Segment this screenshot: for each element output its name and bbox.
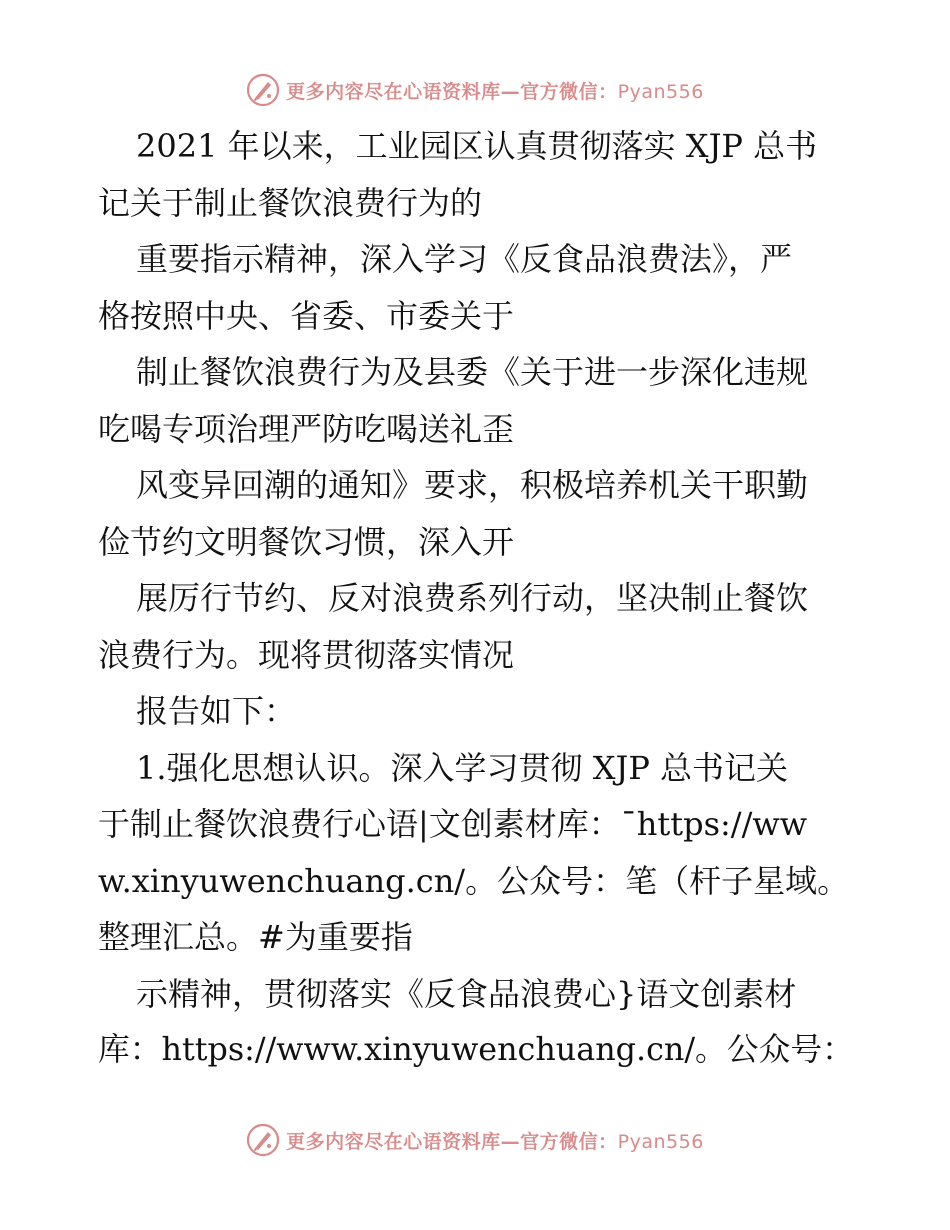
text-line: 重要指示精神，深入学习《反食品浪费法》，严 [136, 240, 793, 278]
quill-logo-icon [246, 1123, 280, 1157]
text-line: 记关于制止餐饮浪费行为的 [98, 183, 483, 222]
text-line: 库：https://www.xinyuwenchuang.cn/。公众号： [98, 1032, 854, 1068]
text-line: 于制止餐饮浪费行心语|文创素材库：¯https://ww [98, 805, 808, 843]
document-body [98, 118, 854, 1079]
text-line: 展厉行节约、反对浪费系列行动，坚决制止餐饮 [136, 579, 809, 617]
text-line: 风变异回潮的通知》要求，积极培养机关干职勤 [136, 466, 809, 504]
text-line: 制止餐饮浪费行为及县委《关于进一步深化违规 [136, 353, 809, 391]
text-line: 浪费行为。现将贯彻落实情况 [98, 635, 515, 674]
footer-watermark [0, 1122, 950, 1158]
text-line: 吃喝专项治理严防吃喝送礼歪 [98, 409, 515, 448]
watermark-text: 更多内容尽在心语资料库—官方微信：Pyan556 [286, 1130, 704, 1153]
text-line: w.xinyuwenchuang.cn/。公众号：笔（杆子星域。 [98, 861, 850, 900]
text-line: 示精神，贯彻落实《反食品浪费心}语文创素材 [136, 974, 797, 1013]
text-line: 2021 年以来，工业园区认真贯彻落实 XJP 总书 [136, 127, 818, 165]
text-line: 1.强化思想认识。深入学习贯彻 XJP 总书记关 [136, 748, 789, 787]
text-line: 整理汇总。#为重要指 [98, 918, 413, 956]
text-line: 报告如下： [136, 692, 297, 730]
text-line: 格按照中央、省委、市委关于 [98, 296, 515, 335]
quill-logo-icon [246, 73, 280, 107]
header-watermark [0, 72, 950, 108]
watermark-text: 更多内容尽在心语资料库—官方微信：Pyan556 [286, 80, 704, 103]
text-line: 俭节约文明餐饮习惯，深入开 [98, 522, 515, 561]
